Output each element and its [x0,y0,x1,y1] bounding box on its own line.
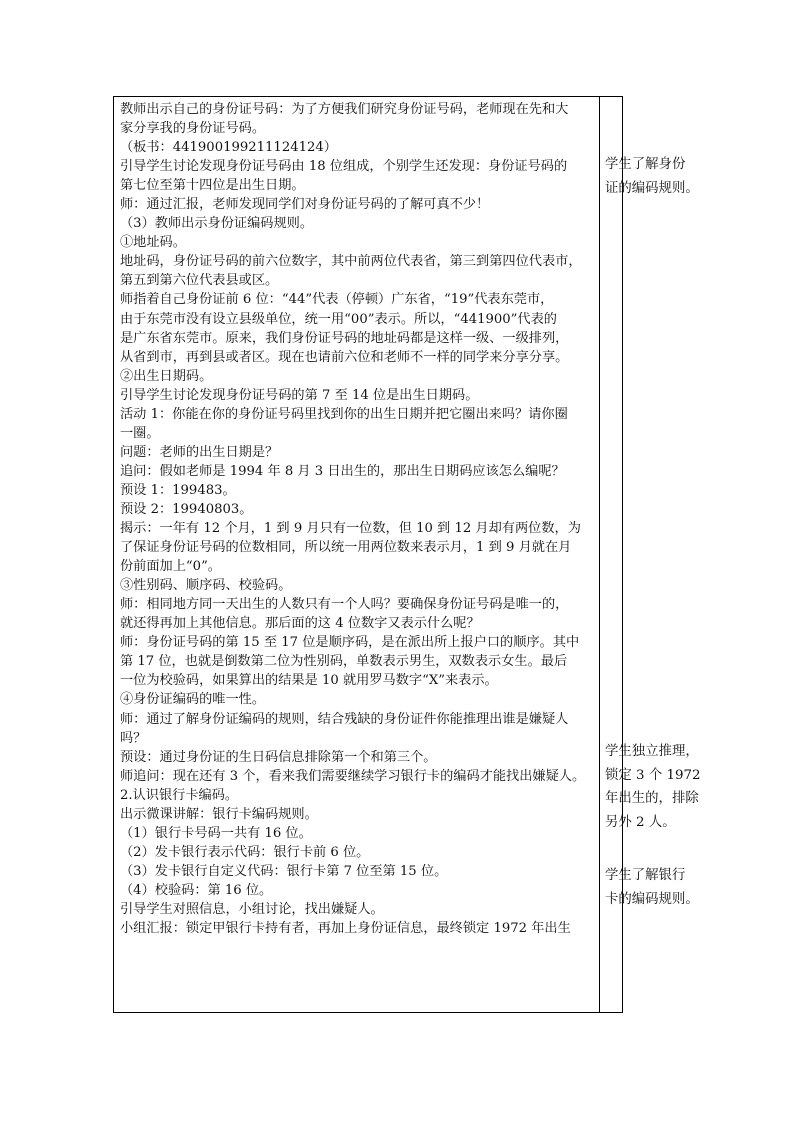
text-line: 师指着自己身份证前 6 位：“44”代表（停顿）广东省，“19”代表东莞市， [120,292,554,308]
text-line: 第 17 位，也就是倒数第二位为性别码，单数表示男生，双数表示女生。最后 [120,654,568,670]
text-line: （3）教师出示身份证编码规则。 [120,216,314,232]
text-line: 预设 1：199483。 [120,482,236,498]
text-line: 一圈。 [120,425,160,441]
note-line: 学生了解身份 [605,157,686,172]
note-line: 年出生的，排除 [605,791,699,806]
text-line: （板书：441900199211124124） [120,140,337,156]
text-line: 引导学生讨论发现身份证号码的第 7 至 14 位是出生日期码。 [120,387,479,403]
text-line: 份前面加上“0”。 [120,559,221,575]
text-line: 师追问：现在还有 3 个，看来我们需要继续学习银行卡的编码才能找出嫌疑人。 [120,768,586,784]
text-line: 问题：老师的出生日期是？ [120,444,279,460]
text-line: 由于东莞市没有设立县级单位，统一用“00”表示。所以，“441900”代表的 [120,311,557,327]
text-line: 小组汇报：锁定甲银行卡持有者，再加上身份证信息，最终锁定 1972 年出生 [120,921,571,937]
note-line: 学生独立推理， [605,744,699,759]
text-line: ③性别码、顺序码、校验码。 [120,578,292,594]
text-line: 预设：通过身份证的生日码信息排除第一个和第三个。 [120,749,437,765]
text-line: 第五到第六位代表县或区。 [120,273,279,289]
text-line: ②出生日期码。 [120,368,213,384]
text-line: 师：相同地方同一天出生的人数只有一个人吗？要确保身份证号码是唯一的， [120,597,569,613]
text-line: 吗？ [120,730,147,746]
text-line: （4）校验码：第 16 位。 [120,882,273,898]
text-line: 师：通过了解身份证编码的规则，结合残缺的身份证件你能推理出谁是嫌疑人 [120,711,569,727]
text-line: 揭示：一年有 12 个月，1 到 9 月只有一位数，但 10 到 12 月却有两位数，为 [120,521,581,537]
text-line: 一位为校验码，如果算出的结果是 10 就用罗马数字“X”来表示。 [120,673,498,689]
text-line: 是广东省东莞市。原来，我们身份证号码的地址码都是这样一级、一级排列， [120,330,569,346]
text-line: （1）银行卡号码一共有 16 位。 [120,825,312,841]
text-line: 地址码，身份证号码的前六位数字，其中前两位代表省，第三到第四位代表市， [120,254,582,270]
text-line: （2）发卡银行表示代码：银行卡前 6 位。 [120,844,370,860]
note-line: 证的编码规则。 [605,180,699,196]
text-line: 教师出示自己的身份证号码：为了方便我们研究身份证号码，老师现在先和大 [120,102,569,117]
text-line: 了保证身份证号码的位数相同，所以统一用两位数来表示月，1 到 9 月就在月 [120,540,572,556]
text-line: 就还得再加上其他信息。那后面的这 4 位数字又表示什么呢？ [120,616,480,632]
student-note [605,864,703,911]
text-line: ④身份证编码的唯一性。 [120,692,266,708]
text-line: （3）发卡银行自定义代码：银行卡第 7 位至第 15 位。 [120,863,448,879]
text-line: 师：身份证号码的第 15 至 17 位是顺序码，是在派出所上报户口的顺序。其中 [120,635,580,651]
text-line: 2.认识银行卡编码。 [120,787,239,803]
text-line: ①地址码。 [120,235,186,251]
note-line: 卡的编码规则。 [605,891,699,907]
text-line: 活动 1：你能在你的身份证号码里找到你的出生日期并把它圈出来吗？请你圈 [120,406,568,422]
text-line: 从省到市，再到县或者区。现在也请前六位和老师不一样的同学来分享分享。 [120,349,569,365]
note-line: 学生了解银行 [605,868,686,883]
text-line: 第七位至第十四位是出生日期。 [120,178,305,194]
lesson-table [113,96,701,1013]
student-note [605,740,703,834]
column-divider [599,97,600,1012]
process-column [120,100,597,938]
text-line: 师：通过汇报，老师发现同学们对身份证号码的了解可真不少！ [120,197,490,213]
student-note [605,153,703,200]
text-line: 预设 2：19940803。 [120,501,253,517]
text-line: 引导学生对照信息，小组讨论，找出嫌疑人。 [120,901,384,917]
text-line: 引导学生讨论发现身份证号码由 18 位组成，个别学生还发现：身份证号码的 [120,159,568,175]
text-line: 家分享我的身份证号码。 [120,121,266,137]
note-line: 锁定 3 个 1972 [605,767,701,783]
text-line: 出示微课讲解：银行卡编码规则。 [120,806,318,822]
text-line: 追问：假如老师是 1994 年 8 月 3 日出生的，那出生日期码应该怎么编呢？ [120,463,565,479]
note-line: 另外 2 人。 [605,814,676,830]
